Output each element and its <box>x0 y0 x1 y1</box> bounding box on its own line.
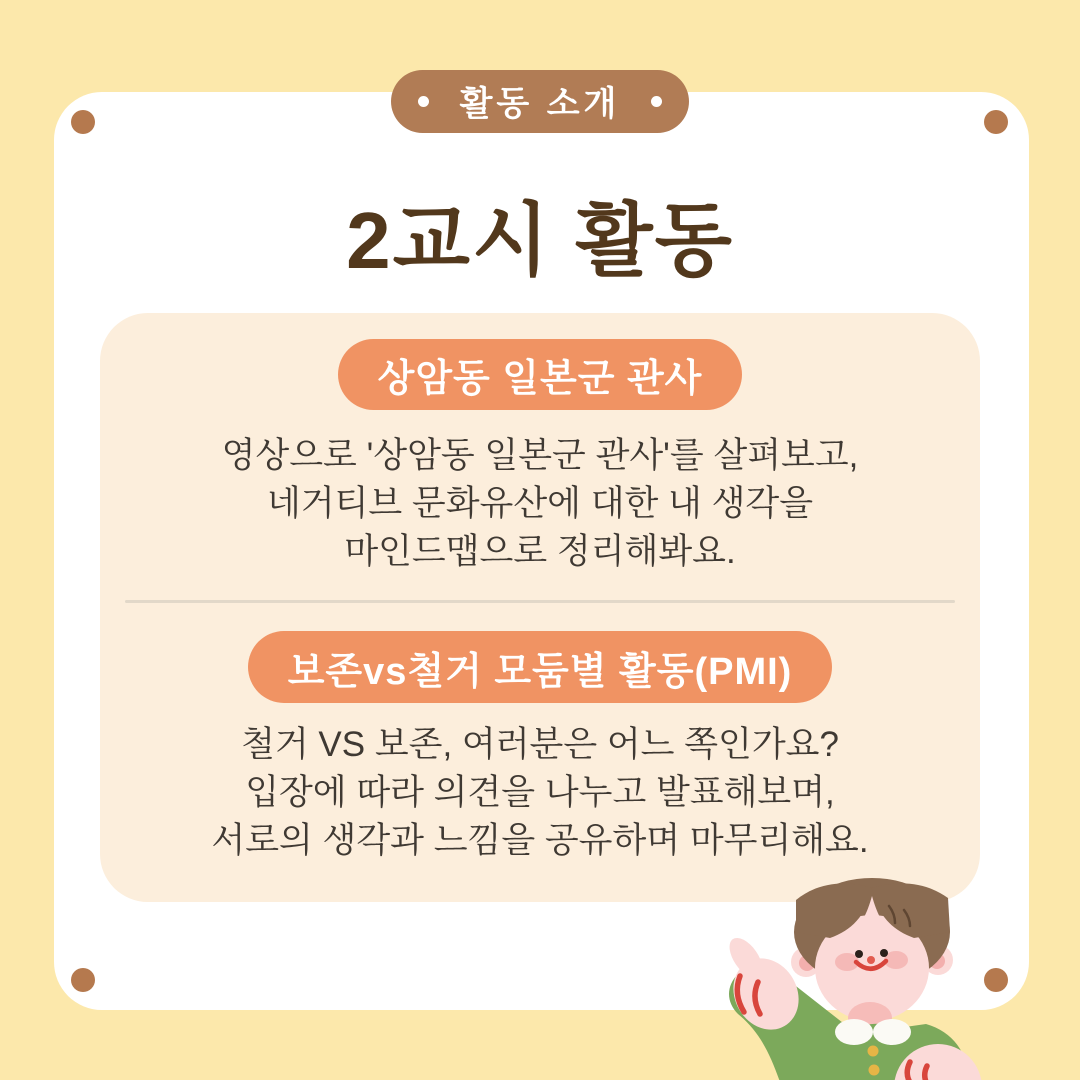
badge-right-dot-icon <box>651 96 662 107</box>
section-1-line-3: 마인드맵으로 정리해봐요. <box>344 532 736 571</box>
section-1-line-2: 네거티브 문화유산에 대한 내 생각을 <box>266 484 814 523</box>
section-divider <box>125 600 955 603</box>
child-character-illustration <box>680 870 1080 1080</box>
header-badge <box>391 70 689 133</box>
section-1-line-1: 영상으로 '상암동 일본군 관사'를 살펴보고, <box>221 436 859 475</box>
section-2-line-1: 철거 VS 보존, 여러분은 어느 쪽인가요? <box>241 725 839 764</box>
eye-right <box>880 949 888 957</box>
corner-dot-top-right <box>984 110 1008 134</box>
section-2-line-3: 서로의 생각과 느낌을 공유하며 마무리해요. <box>211 821 869 860</box>
section-2-line-2: 입장에 따라 의견을 나누고 발표해보며, <box>245 773 835 812</box>
badge-label: 활동 소개 <box>459 84 621 123</box>
content-panel <box>100 313 980 902</box>
section-1-body <box>222 432 859 576</box>
nose <box>867 956 875 964</box>
corner-dot-bottom-left <box>71 968 95 992</box>
section-2-body <box>211 721 868 865</box>
eye-left <box>855 950 863 958</box>
section-2-heading: 보존vs철거 모둠별 활동(PMI) <box>287 650 793 693</box>
section-1-heading: 상암동 일본군 관사 <box>377 358 703 400</box>
page-title: 2교시 활동 <box>346 196 734 285</box>
section-2-heading-pill <box>248 631 833 703</box>
badge-left-dot-icon <box>418 96 429 107</box>
corner-dot-top-left <box>71 110 95 134</box>
section-1-heading-pill <box>338 339 743 410</box>
